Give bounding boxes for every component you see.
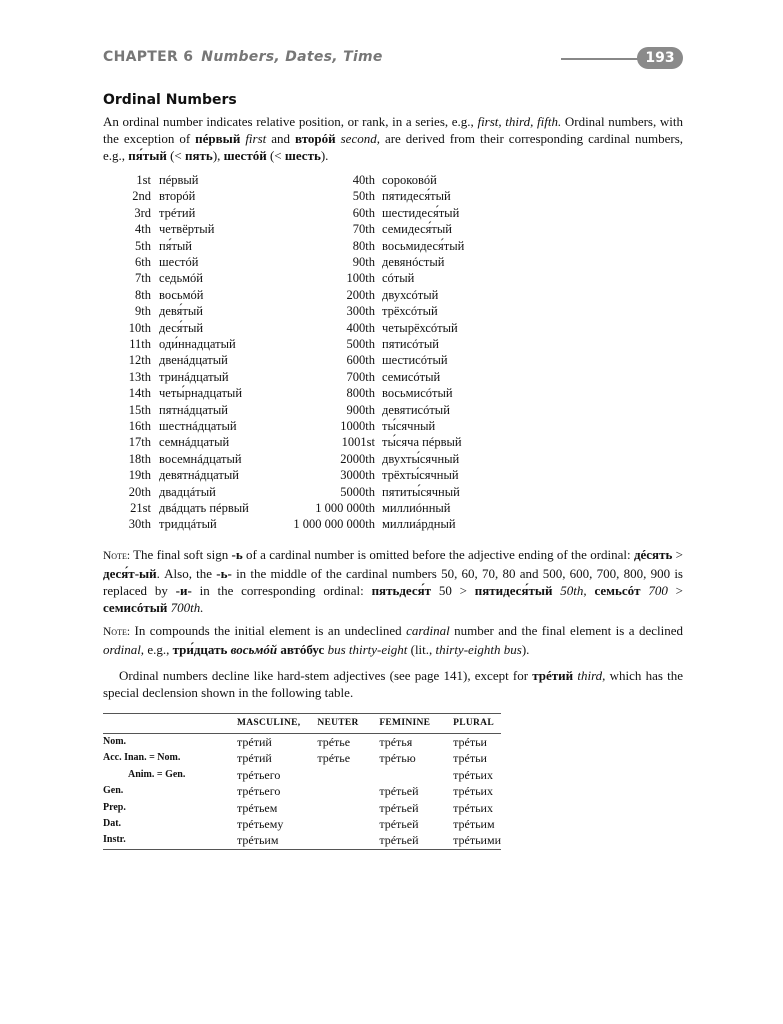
declension-intro [103, 667, 683, 701]
case-cell: Dat. [103, 818, 122, 830]
note-text: of a cardinal number is omitted before the adjective ending of the ordinal: [242, 547, 634, 562]
ordinal-word: четы́рнадцатый [159, 386, 243, 401]
intro-text: ), [212, 148, 224, 163]
table-row [103, 767, 501, 783]
masculine-cell: трéтьим [237, 832, 317, 849]
table-header-row [103, 714, 501, 734]
russian-word: три́дцать [172, 642, 228, 657]
russian-word: автóбус [280, 642, 325, 657]
ordinal-row [103, 352, 683, 368]
note-label: Note: [103, 550, 131, 562]
note-text: > [667, 583, 683, 598]
feminine-cell: трéтья [379, 735, 413, 749]
ordinal-number: 900th [346, 402, 375, 417]
note-text: in the middle of the cardinal numbers 50, 60, 70, 80 and 500, 600, 700, 800, 900 is replaced by [103, 566, 683, 598]
russian-word: семьсóт [594, 583, 641, 598]
ordinal-word: двухсóтый [382, 287, 439, 302]
ordinal-number: 300th [346, 304, 375, 319]
note-text: number and the final element is a declined [449, 623, 683, 638]
neuter-cell: трéтье [317, 751, 351, 766]
ordinal-number: 4th [135, 222, 151, 237]
ordinal-row [103, 467, 683, 483]
note-text: The final soft sign [130, 547, 232, 562]
ordinal-word: двухты́сячный [382, 451, 460, 466]
neuter-cell: трéтье [317, 735, 351, 749]
running-head [103, 49, 383, 65]
intro-paragraph [103, 113, 683, 164]
ordinal-row [103, 238, 683, 254]
ordinal-word: пятнáдцатый [159, 402, 228, 417]
note-label: Note: [103, 626, 131, 638]
ordinal-number: 3rd [134, 205, 151, 220]
intro-text: Ordinal numbers, with the exception of [103, 114, 683, 146]
masculine-cell: трéтий [236, 735, 272, 749]
russian-word: пять [185, 148, 213, 163]
ordinal-word: трёхсóтый [382, 304, 438, 319]
gloss: cardinal [406, 623, 450, 638]
russian-word: -и- [175, 583, 192, 598]
ordinal-number: 17th [128, 435, 151, 450]
ordinal-number: 14th [128, 386, 151, 401]
plural-cell: трéтьими [453, 833, 501, 848]
gloss: first [245, 131, 267, 146]
ordinal-number: 5000th [340, 484, 375, 499]
ordinal-number: 21st [130, 501, 151, 515]
ordinal-word: шестисóтый [382, 353, 448, 368]
note-2 [103, 622, 683, 658]
ordinal-row [103, 484, 683, 500]
ordinal-number: 100th [346, 271, 375, 286]
ordinal-word: миллиóнный [382, 501, 451, 515]
ordinal-row [103, 418, 683, 434]
note-text: ). [521, 642, 530, 657]
chapter-title: Numbers, Dates, Time [201, 49, 383, 65]
ordinal-row [103, 254, 683, 270]
gloss: second, [340, 131, 380, 146]
ordinal-word: семидеся́тый [382, 222, 452, 237]
note-text: e.g., [144, 642, 173, 657]
feminine-cell: трéтьей [379, 800, 419, 815]
masculine-cell: трéтьего [236, 767, 281, 782]
plural-cell: трéтьи [453, 735, 487, 749]
ordinal-word: шестидеся́тый [382, 205, 460, 220]
ordinal-word: четвёртый [159, 222, 215, 237]
ordinal-number: 50th [352, 189, 375, 204]
neuter-cell [317, 767, 379, 783]
ordinal-row [103, 172, 683, 188]
ordinal-word: двадцáтый [159, 484, 216, 499]
ordinal-number: 30th [128, 517, 151, 532]
ordinal-word: ты́сяча пéрвый [382, 435, 462, 450]
ordinal-word: ты́сячный [382, 419, 436, 433]
russian-word: -ь [231, 547, 243, 562]
russian-word: семисóтый [103, 600, 168, 615]
table-row [103, 832, 501, 849]
ordinal-word: девятнáдцатый [159, 468, 239, 483]
ordinal-row [103, 336, 683, 352]
masculine-cell: трéтьему [236, 817, 284, 832]
ordinal-word: восьмисóтый [382, 386, 453, 401]
ordinal-row [103, 500, 683, 516]
note-text: in the corresponding ordinal: [191, 583, 372, 598]
russian-word: пятидеся́тый [474, 583, 553, 598]
ordinal-number: 20th [128, 484, 151, 499]
ordinal-row [103, 205, 683, 221]
page-number: 193 [637, 47, 683, 69]
ordinal-number: 3000th [340, 468, 375, 483]
ordinal-number: 1 000 000th [315, 501, 375, 515]
table-row [103, 800, 501, 816]
gloss: ordinal, [103, 642, 145, 657]
masculine-cell: трéтий [236, 751, 272, 766]
table-row [103, 783, 501, 799]
section-title: Ordinal Numbers [103, 92, 237, 108]
ordinal-number: 80th [352, 238, 375, 253]
ordinal-row [103, 385, 683, 401]
ordinal-number: 12th [128, 353, 151, 368]
feminine-cell: трéтьей [379, 817, 419, 832]
ordinal-number: 15th [128, 402, 151, 417]
ordinal-word: семнáдцатый [159, 435, 230, 450]
case-cell: Prep. [103, 801, 126, 813]
ordinal-word: девянóстый [382, 255, 445, 269]
plural-cell: трéтьих [453, 784, 493, 799]
russian-word: пя́тый [128, 148, 167, 163]
ordinal-number: 1001st [341, 435, 375, 450]
ordinal-word: трéтий [159, 205, 196, 220]
ordinal-number: 60th [352, 205, 375, 220]
plural-cell: трéтьих [453, 800, 493, 815]
ordinal-number: 2nd [132, 189, 151, 204]
neuter-cell [317, 783, 379, 799]
ordinal-number: 9th [135, 304, 151, 319]
ordinal-number: 700th [346, 369, 375, 384]
ordinal-word: оди́ннадцатый [159, 337, 236, 351]
ordinal-number: 200th [346, 287, 375, 302]
ordinal-number: 1000th [340, 419, 375, 433]
ordinal-number: 6th [135, 255, 151, 269]
note-1 [103, 546, 683, 616]
ordinal-number: 1st [136, 173, 151, 187]
ordinal-word: сороковóй [382, 173, 437, 187]
ordinal-row [103, 451, 683, 467]
declension-table-wrap [103, 713, 501, 850]
ordinal-number: 40th [352, 173, 375, 187]
ordinal-row [103, 516, 683, 532]
ordinal-word: шестóй [159, 255, 199, 269]
table-row [103, 734, 501, 751]
ordinal-word: шестнáдцатый [159, 419, 237, 433]
intro-text: and [266, 131, 295, 146]
intro-example: first, third, fifth. [477, 114, 562, 129]
para-text: Ordinal numbers decline like hard-stem adjectives (see page 141), except for [119, 668, 533, 683]
russian-word: пéрвый [195, 131, 241, 146]
ordinal-word: вторóй [159, 189, 196, 204]
ordinal-number: 90th [352, 255, 375, 269]
ordinal-row [103, 402, 683, 418]
plural-cell: трéтьих [453, 767, 493, 782]
ordinal-number: 19th [128, 468, 151, 483]
masculine-cell: трéтьем [236, 800, 278, 815]
ordinal-word: пятисóтый [382, 337, 439, 351]
russian-word: деся́т-ый [103, 566, 157, 581]
neuter-cell [317, 800, 379, 816]
col-header-feminine: FEMININE [379, 714, 453, 734]
intro-text: (< [166, 148, 186, 163]
russian-word: восьмóй [230, 642, 278, 657]
ordinal-word: миллиáрдный [382, 517, 456, 532]
case-cell: Gen. [103, 785, 124, 797]
ordinal-lists [103, 172, 683, 537]
ordinal-number: 70th [352, 222, 375, 237]
intro-text: ). [320, 148, 329, 163]
ordinal-word: двáдцать пéрвый [159, 501, 249, 515]
ordinal-word: седьмóй [159, 271, 203, 286]
masculine-cell: трéтьего [236, 784, 281, 799]
ordinal-number: 2000th [340, 451, 375, 466]
russian-word: -ь- [216, 566, 232, 581]
ordinal-row [103, 320, 683, 336]
ordinal-number: 7th [135, 271, 151, 286]
ordinal-word: восьмóй [159, 287, 204, 302]
col-header-case [103, 714, 237, 734]
ordinal-row [103, 434, 683, 450]
ordinal-number: 5th [135, 238, 151, 253]
gloss: 50th, [560, 583, 587, 598]
ordinal-number: 1 000 000 000th [293, 517, 375, 532]
ordinal-word: восьмидеся́тый [382, 238, 465, 253]
ordinal-row [103, 188, 683, 204]
ordinal-number: 800th [346, 386, 375, 401]
russian-word: пятьдеся́т [371, 583, 432, 598]
table-row [103, 816, 501, 832]
russian-word: трéтий [532, 668, 574, 683]
ordinal-word: пéрвый [159, 173, 199, 187]
ordinal-word: пятидеся́тый [382, 189, 451, 204]
gloss: bus thirty-eight [327, 642, 408, 657]
feminine-cell: трéтью [379, 751, 416, 766]
ordinal-number: 500th [346, 337, 375, 351]
ordinal-row [103, 221, 683, 237]
gloss: thirty-eighth bus [435, 642, 522, 657]
neuter-cell [317, 832, 379, 849]
case-cell: Anim. = Gen. [128, 768, 186, 780]
declension-body [103, 734, 501, 850]
note-text: . Also, the [156, 566, 217, 581]
ordinal-row [103, 287, 683, 303]
ordinal-word: сóтый [382, 271, 415, 286]
ordinal-number: 16th [128, 419, 151, 433]
ordinal-row [103, 369, 683, 385]
ordinal-number: 10th [128, 320, 151, 335]
table-row [103, 750, 501, 766]
ordinal-number: 600th [346, 353, 375, 368]
ordinal-word: восемнáдцатый [159, 451, 242, 466]
neuter-cell [317, 816, 379, 832]
note-text: (lit., [407, 642, 436, 657]
russian-word: шесть [284, 148, 321, 163]
ordinal-row [103, 270, 683, 286]
ordinal-word: деся́тый [159, 320, 204, 335]
intro-text: An ordinal number indicates relative position, or rank, in a series, e.g., [103, 114, 478, 129]
ordinal-number: 400th [346, 320, 375, 335]
para-text: which has the special declension shown in the following table. [103, 668, 684, 700]
case-cell: Nom. [103, 736, 127, 747]
ordinal-word: трёхты́сячный [382, 468, 459, 483]
note-text: 50 > [431, 583, 475, 598]
col-header-neuter: NEUTER [317, 714, 379, 734]
feminine-cell [379, 767, 453, 783]
chapter-label: CHAPTER 6 [103, 49, 194, 65]
declension-table [103, 713, 501, 850]
russian-word: дéсять [633, 547, 673, 562]
note-text: In compounds the initial element is an undeclined [130, 623, 407, 638]
russian-word: вторóй [295, 131, 336, 146]
gloss: third, [577, 668, 606, 683]
plural-cell: трéтьим [453, 817, 495, 832]
ordinal-number: 8th [135, 287, 151, 302]
ordinal-row [103, 303, 683, 319]
plural-cell: трéтьи [453, 751, 487, 766]
ordinal-word: четырёхсóтый [382, 320, 458, 335]
ordinal-word: пятиты́сячный [382, 484, 460, 499]
gloss: 700 [648, 583, 668, 598]
ordinal-word: пя́тый [159, 238, 192, 253]
intro-text: (< [266, 148, 285, 163]
ordinal-word: девятисóтый [382, 402, 450, 417]
ordinal-word: двенáдцатый [159, 353, 228, 368]
gloss: 700th. [170, 600, 204, 615]
page-header [103, 47, 683, 71]
feminine-cell: трéтьей [379, 784, 419, 799]
ordinal-word: тридцáтый [159, 517, 217, 532]
russian-word: шестóй [223, 148, 267, 163]
ordinal-number: 18th [128, 451, 151, 466]
case-cell: Instr. [103, 832, 237, 849]
note-text: > [672, 547, 683, 562]
col-header-masculine: MASCULINE, [237, 714, 317, 734]
ordinal-word: тринáдцатый [159, 369, 229, 384]
ordinal-word: девя́тый [159, 304, 203, 319]
ordinal-number: 13th [128, 369, 151, 384]
feminine-cell: трéтьей [379, 832, 453, 849]
ordinal-word: семисóтый [382, 369, 441, 384]
intro-text: are derived from their corresponding cardinal numbers, e.g., [103, 131, 683, 163]
col-header-plural: PLURAL [453, 714, 501, 734]
ordinal-number: 11th [129, 337, 151, 351]
case-cell: Acc. Inan. = Nom. [103, 752, 181, 764]
